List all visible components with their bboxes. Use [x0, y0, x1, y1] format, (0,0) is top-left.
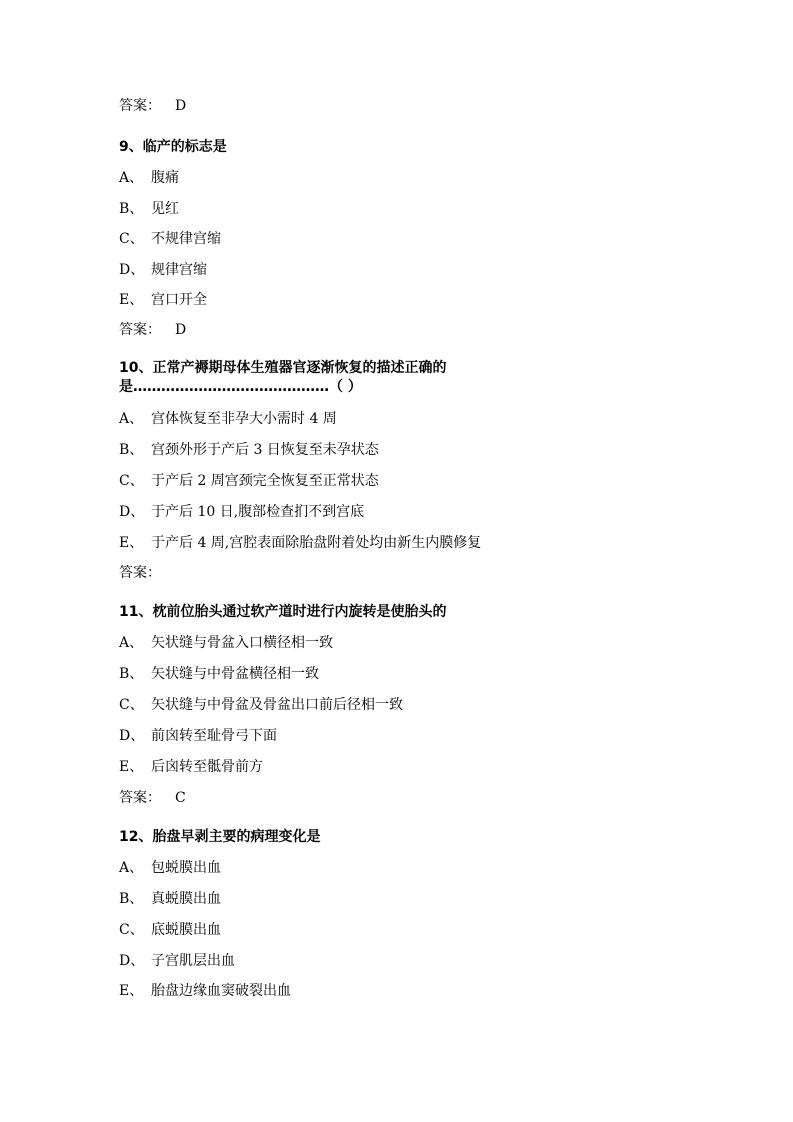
- option-letter: E、: [119, 759, 144, 775]
- option-letter: A、: [119, 170, 144, 186]
- answer-line: [119, 564, 175, 582]
- answer-value: D: [175, 322, 187, 338]
- option-item: [119, 921, 221, 939]
- option-letter: B、: [119, 442, 144, 458]
- option-letter: C、: [119, 473, 144, 489]
- option-item: [119, 200, 179, 218]
- option-letter: A、: [119, 411, 144, 427]
- option-item: [119, 634, 333, 652]
- option-text: 后囟转至骶骨前方: [151, 759, 263, 775]
- option-item: [119, 859, 221, 877]
- option-letter: A、: [119, 860, 144, 876]
- option-text: 规律宫缩: [151, 262, 207, 278]
- answer-label: 答案：: [119, 790, 161, 806]
- answer-line: [119, 789, 186, 807]
- question-title: 9、临产的标志是: [119, 139, 227, 155]
- answer-value: D: [175, 98, 187, 114]
- option-item: [119, 696, 403, 714]
- option-text: 宫体恢复至非孕大小需时 4 周: [151, 411, 337, 427]
- answer-line: [119, 97, 186, 115]
- answer-line: [119, 321, 186, 339]
- option-letter: E、: [119, 535, 144, 551]
- option-item: [119, 472, 379, 490]
- option-text: 底蜕膜出血: [151, 922, 221, 938]
- option-text: 前囟转至耻骨弓下面: [151, 728, 277, 744]
- question-title: 12、胎盘早剥主要的病理变化是: [119, 829, 321, 845]
- option-text: 矢状缝与中骨盆及骨盆出口前后径相一致: [151, 697, 403, 713]
- option-text: 于产后 2 周宫颈完全恢复至正常状态: [151, 473, 379, 489]
- answer-label: 答案：: [119, 565, 161, 581]
- option-item: [119, 503, 364, 521]
- option-text: 于产后 10 日,腹部检查扪不到宫底: [151, 504, 365, 520]
- option-letter: D、: [119, 728, 145, 744]
- option-letter: E、: [119, 292, 144, 308]
- option-letter: B、: [119, 891, 144, 907]
- question-title: 11、枕前位胎头通过软产道时进行内旋转是使胎头的: [119, 604, 447, 620]
- option-letter: D、: [119, 504, 145, 520]
- option-text: 子宫肌层出血: [151, 953, 235, 969]
- option-letter: E、: [119, 983, 144, 999]
- option-text: 胎盘边缘血窦破裂出血: [151, 983, 291, 999]
- option-text: 不规律宫缩: [151, 231, 221, 247]
- option-letter: B、: [119, 201, 144, 217]
- answer-label: 答案：: [119, 98, 161, 114]
- option-letter: A、: [119, 635, 144, 651]
- option-item: [119, 410, 337, 428]
- option-text: 于产后 4 周,宫腔表面除胎盘附着处均由新生内膜修复: [151, 535, 482, 551]
- option-text: 见红: [151, 201, 179, 217]
- option-item: [119, 261, 207, 279]
- option-letter: C、: [119, 231, 144, 247]
- option-text: 腹痛: [151, 170, 179, 186]
- option-item: [119, 890, 221, 908]
- question-title: 10、正常产褥期母体生殖器官逐渐恢复的描述正确的: [119, 360, 447, 376]
- option-item: [119, 665, 319, 683]
- option-item: [119, 952, 235, 970]
- option-text: 矢状缝与中骨盆横径相一致: [151, 666, 319, 682]
- answer-label: 答案：: [119, 322, 161, 338]
- answer-value: C: [175, 790, 186, 806]
- option-item: [119, 291, 207, 309]
- option-item: [119, 534, 481, 552]
- option-text: 宫口开全: [151, 292, 207, 308]
- option-letter: B、: [119, 666, 144, 682]
- question-title-continuation: 是……………………………………（ ）: [119, 379, 362, 395]
- option-text: 矢状缝与骨盆入口横径相一致: [151, 635, 333, 651]
- option-item: [119, 727, 277, 745]
- option-text: 包蜕膜出血: [151, 860, 221, 876]
- option-item: [119, 982, 291, 1000]
- option-letter: C、: [119, 922, 144, 938]
- option-letter: C、: [119, 697, 144, 713]
- option-letter: D、: [119, 953, 145, 969]
- option-item: [119, 758, 263, 776]
- option-item: [119, 169, 179, 187]
- option-letter: D、: [119, 262, 145, 278]
- option-item: [119, 230, 221, 248]
- option-text: 宫颈外形于产后 3 日恢复至未孕状态: [151, 442, 379, 458]
- option-item: [119, 441, 379, 459]
- option-text: 真蜕膜出血: [151, 891, 221, 907]
